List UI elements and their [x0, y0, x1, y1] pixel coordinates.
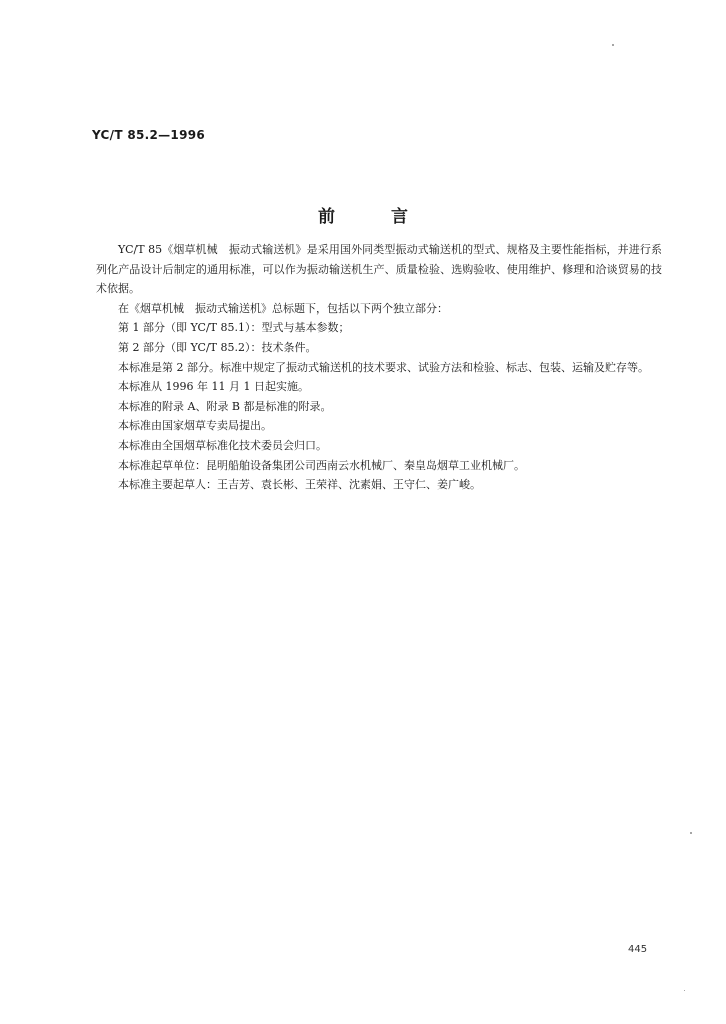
paragraph: 本标准的附录 A、附录 B 都是标准的附录。 [118, 399, 332, 413]
paragraph: 第 1 部分（即 YC/T 85.1）：型式与基本参数； [118, 321, 350, 335]
paragraph: 第 2 部分（即 YC/T 85.2）：技术条件。 [118, 340, 317, 354]
paragraph: 本标准从 1996 年 11 月 1 日起实施。 [118, 380, 309, 394]
scan-speck [684, 990, 685, 991]
paragraph: 本标准主要起草人：王吉芳、袁长彬、王荣祥、沈素娟、王守仁、姜广峻。 [118, 478, 481, 492]
paragraph: 本标准由全国烟草标准化技术委员会归口。 [118, 438, 327, 452]
scan-speck [690, 832, 692, 834]
section-title: 前言 [318, 207, 464, 227]
paragraph: 本标准起草单位：昆明船舶设备集团公司西南云水机械厂、秦皇岛烟草工业机械厂。 [118, 458, 525, 472]
paragraph: 本标准是第 2 部分。标准中规定了振动式输送机的技术要求、试验方法和检验、标志、包装、运输及贮存等。 [118, 360, 649, 374]
standard-code: YC/T 85.2—1996 [92, 128, 206, 142]
paragraph: 在《烟草机械 振动式输送机》总标题下，包括以下两个独立部分： [118, 301, 448, 315]
foreword-body [96, 240, 662, 495]
page-number: 445 [628, 944, 648, 955]
paragraph: YC/T 85《烟草机械 振动式输送机》是采用国外同类型振动式输送机的型式、规格及主要性能指标，并进行系列化产品设计后制定的通用标准，可以作为振动输送机生产、质量检验、选购验收、使用维护、修理和洽谈贸易的技术依据。 [96, 243, 662, 296]
scan-speck [612, 44, 614, 46]
paragraph: 本标准由国家烟草专卖局提出。 [118, 419, 272, 433]
